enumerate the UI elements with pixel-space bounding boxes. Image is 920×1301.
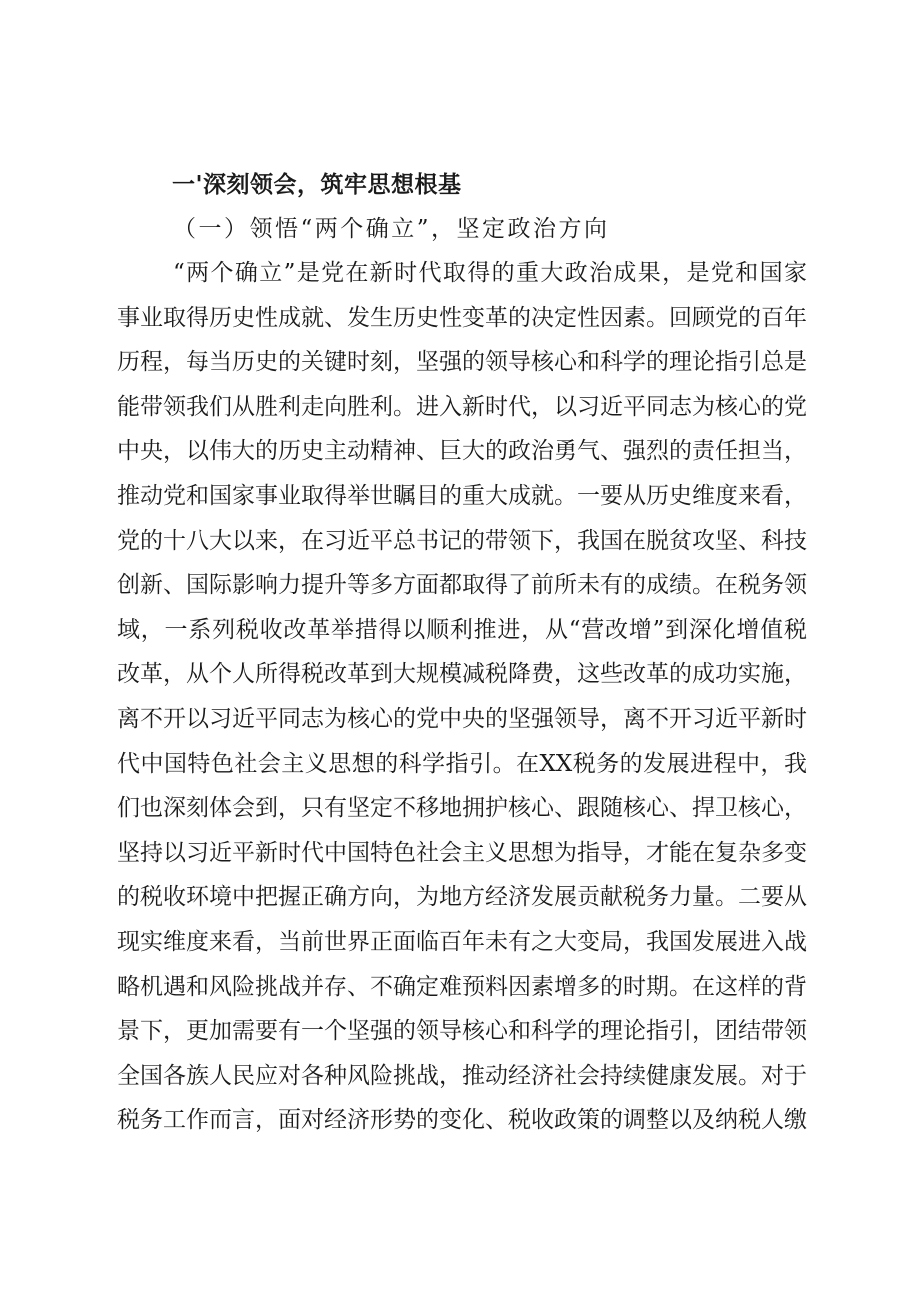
paragraph-line: 事业取得历史性成就、发生历史性变革的决定性因素。回顾党的百年 bbox=[117, 304, 807, 331]
paragraph-line: 的税收环境中把握正确方向，为地方经济发展贡献税务力量。二要从 bbox=[117, 884, 807, 911]
paragraph-line: 中央，以伟大的历史主动精神、巨大的政治勇气、强烈的责任担当， bbox=[117, 438, 807, 465]
paragraph-line: 景下，更加需要有一个坚强的领导核心和科学的理论指引，团结带领 bbox=[117, 1018, 807, 1045]
paragraph-line: 创新、国际影响力提升等多方面都取得了前所未有的成绩。在税务领 bbox=[117, 572, 807, 599]
paragraph-line: 推动党和国家事业取得举世瞩目的重大成就。一要从历史维度来看， bbox=[117, 482, 807, 509]
paragraph-line: 能带领我们从胜利走向胜利。进入新时代，以习近平同志为核心的党 bbox=[117, 393, 807, 420]
paragraph-line: 历程，每当历史的关键时刻，坚强的领导核心和科学的理论指引总是 bbox=[117, 349, 807, 376]
paragraph-line: 坚持以习近平新时代中国特色社会主义思想为指导，才能在复杂多变 bbox=[117, 839, 807, 866]
paragraph-line: 税务工作而言，面对经济形势的变化、税收政策的调整以及纳税人缴 bbox=[117, 1107, 807, 1134]
paragraph-line: 党的十八大以来，在习近平总书记的带领下，我国在脱贫攻坚、科技 bbox=[117, 527, 807, 554]
section-heading: 一'深刻领会，筑牢思想根基 bbox=[172, 172, 462, 198]
paragraph-line: 现实维度来看，当前世界正面临百年未有之大变局，我国发展进入战 bbox=[117, 928, 807, 955]
subsection-heading: （一）领悟“两个确立”，坚定政治方向 bbox=[173, 216, 610, 242]
paragraph-line: 离不开以习近平同志为核心的党中央的坚强领导，离不开习近平新时 bbox=[117, 705, 807, 732]
paragraph-line: 域，一系列税收改革举措得以顺利推进，从“营改增”到深化增值税 bbox=[117, 616, 807, 643]
paragraph-line: 改革，从个人所得税改革到大规模减税降费，这些改革的成功实施， bbox=[117, 661, 807, 688]
body-paragraph bbox=[117, 256, 807, 1148]
paragraph-line: “两个确立”是党在新时代取得的重大政治成果，是党和国家 bbox=[173, 260, 807, 286]
paragraph-line: 代中国特色社会主义思想的科学指引。在XX税务的发展进程中，我 bbox=[117, 750, 807, 777]
paragraph-line: 们也深刻体会到，只有坚定不移地拥护核心、跟随核心、捍卫核心， bbox=[117, 795, 807, 822]
paragraph-line: 全国各族人民应对各种风险挑战，推动经济社会持续健康发展。对于 bbox=[117, 1062, 807, 1089]
paragraph-line: 略机遇和风险挑战并存、不确定难预料因素增多的时期。在这样的背 bbox=[117, 973, 807, 1000]
